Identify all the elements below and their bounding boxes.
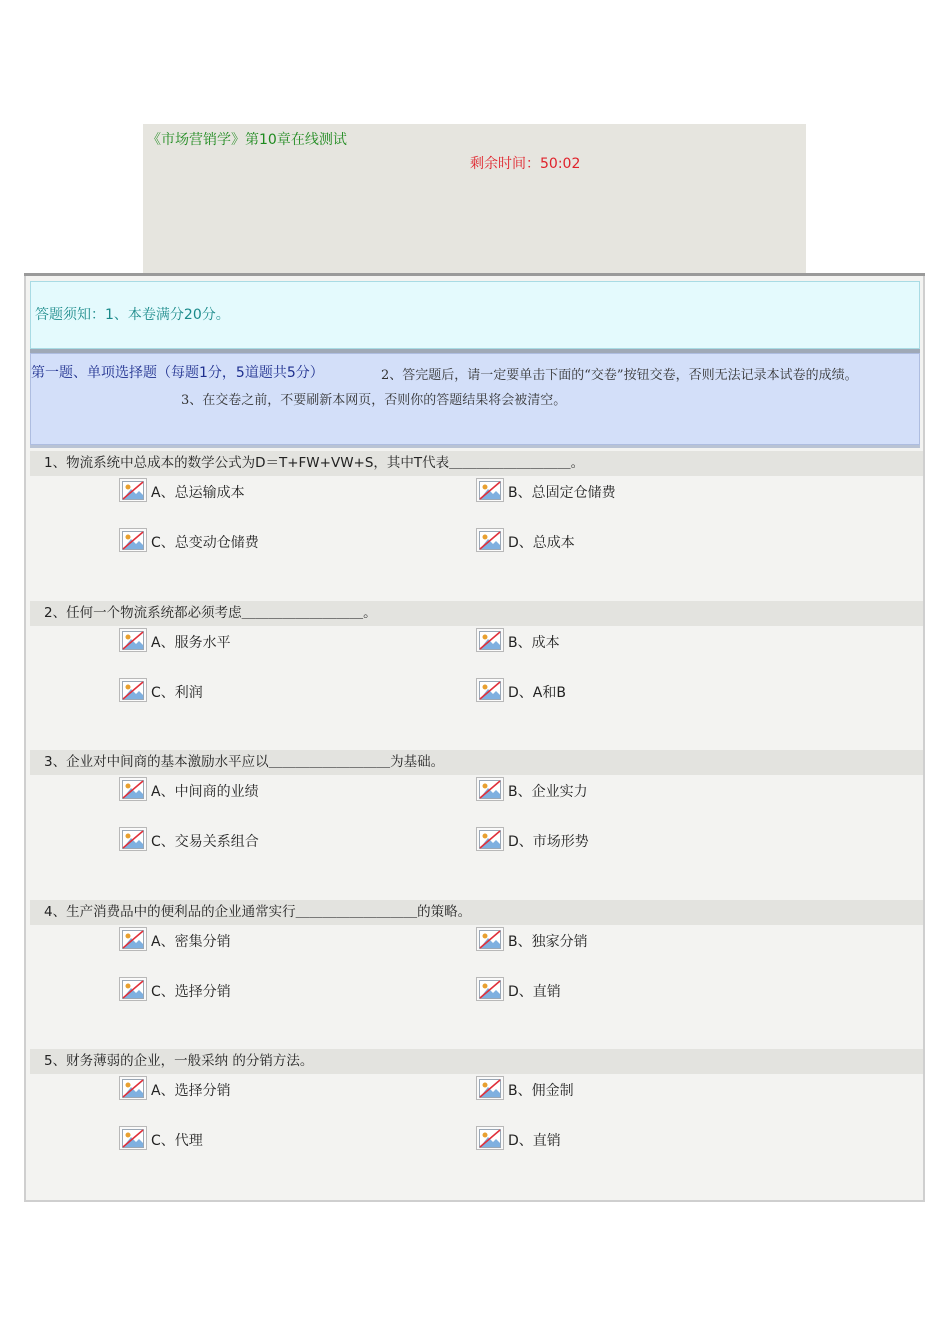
section-header-panel: [30, 353, 920, 445]
instructions-line-1: 答题须知：1、本卷满分20分。: [35, 307, 230, 323]
option-label: A、密集分销: [151, 933, 231, 950]
broken-image-icon[interactable]: [476, 1126, 504, 1150]
option-b[interactable]: [476, 476, 616, 502]
option-c[interactable]: [119, 526, 259, 552]
option-a[interactable]: [119, 626, 231, 652]
question-stem: 5、财务薄弱的企业，一般采纳 的分销方法。: [30, 1049, 923, 1074]
option-c[interactable]: [119, 676, 203, 702]
broken-image-icon[interactable]: [119, 1076, 147, 1100]
broken-image-icon[interactable]: [119, 528, 147, 552]
question-stem: 4、生产消费品中的便利品的企业通常实行＿＿＿＿＿＿＿＿＿的策略。: [30, 900, 923, 925]
question-4: [30, 900, 923, 1049]
broken-image-icon[interactable]: [476, 628, 504, 652]
timer-label: 剩余时间：: [470, 156, 540, 172]
instructions-line-3: 3、在交卷之前，不要刷新本网页，否则你的答题结果将会被清空。: [181, 393, 567, 408]
broken-image-icon[interactable]: [476, 927, 504, 951]
option-d[interactable]: [476, 975, 561, 1001]
option-label: C、总变动仓储费: [151, 535, 259, 551]
option-c[interactable]: [119, 825, 259, 851]
option-label: B、总固定仓储费: [508, 485, 616, 501]
broken-image-icon[interactable]: [476, 478, 504, 502]
broken-image-icon[interactable]: [476, 528, 504, 552]
option-label: C、选择分销: [151, 983, 231, 1000]
option-label: A、服务水平: [151, 634, 231, 651]
option-label: D、A和B: [508, 684, 566, 701]
option-d[interactable]: [476, 526, 575, 552]
option-c[interactable]: [119, 1124, 203, 1150]
option-b[interactable]: [476, 1074, 574, 1100]
option-label: D、直销: [508, 1133, 561, 1149]
question-stem: 3、企业对中间商的基本激励水平应以＿＿＿＿＿＿＿＿＿为基础。: [30, 750, 923, 775]
option-label: D、总成本: [508, 535, 575, 551]
option-a[interactable]: [119, 925, 231, 951]
broken-image-icon[interactable]: [119, 777, 147, 801]
question-stem: 2、任何一个物流系统都必须考虑＿＿＿＿＿＿＿＿＿。: [30, 601, 923, 626]
broken-image-icon[interactable]: [476, 678, 504, 702]
option-label: A、总运输成本: [151, 485, 245, 501]
broken-image-icon[interactable]: [476, 777, 504, 801]
broken-image-icon[interactable]: [476, 977, 504, 1001]
broken-image-icon[interactable]: [119, 1126, 147, 1150]
quiz-frame: [24, 273, 925, 1202]
countdown-timer: [470, 153, 580, 173]
section-title: 第一题、单项选择题（每题1分，5道题共5分）: [31, 365, 324, 381]
option-label: B、成本: [508, 634, 560, 651]
option-label: C、代理: [151, 1133, 203, 1149]
test-header: [143, 124, 806, 274]
option-b[interactable]: [476, 626, 560, 652]
option-a[interactable]: [119, 476, 245, 502]
option-d[interactable]: [476, 825, 589, 851]
divider: [30, 445, 920, 448]
option-d[interactable]: [476, 676, 566, 702]
question-5: [30, 1049, 923, 1198]
broken-image-icon[interactable]: [476, 827, 504, 851]
broken-image-icon[interactable]: [119, 977, 147, 1001]
timer-value: 50:02: [540, 156, 581, 172]
broken-image-icon[interactable]: [476, 1076, 504, 1100]
option-label: B、企业实力: [508, 784, 588, 800]
option-a[interactable]: [119, 1074, 231, 1100]
option-label: C、交易关系组合: [151, 834, 259, 850]
option-d[interactable]: [476, 1124, 561, 1150]
option-label: D、市场形势: [508, 834, 589, 850]
instructions-line-2: 2、答完题后，请一定要单击下面的“交卷”按钮交卷，否则无法记录本试卷的成绩。: [381, 368, 858, 383]
question-1: [30, 451, 923, 600]
broken-image-icon[interactable]: [119, 678, 147, 702]
question-3: [30, 750, 923, 899]
option-label: D、直销: [508, 983, 561, 1000]
question-2: [30, 601, 923, 750]
option-label: A、中间商的业绩: [151, 784, 259, 800]
broken-image-icon[interactable]: [119, 478, 147, 502]
broken-image-icon[interactable]: [119, 827, 147, 851]
option-a[interactable]: [119, 775, 259, 801]
option-label: B、独家分销: [508, 933, 588, 950]
option-label: C、利润: [151, 684, 203, 701]
option-c[interactable]: [119, 975, 231, 1001]
option-label: B、佣金制: [508, 1083, 574, 1099]
broken-image-icon[interactable]: [119, 927, 147, 951]
question-stem: 1、物流系统中总成本的数学公式为D＝T+FW+VW+S，其中T代表＿＿＿＿＿＿＿＿＿。: [30, 451, 923, 476]
instructions-panel: [30, 281, 920, 349]
option-label: A、选择分销: [151, 1083, 231, 1099]
option-b[interactable]: [476, 925, 588, 951]
broken-image-icon[interactable]: [119, 628, 147, 652]
option-b[interactable]: [476, 775, 588, 801]
test-title: 《市场营销学》第10章在线测试: [147, 132, 347, 148]
